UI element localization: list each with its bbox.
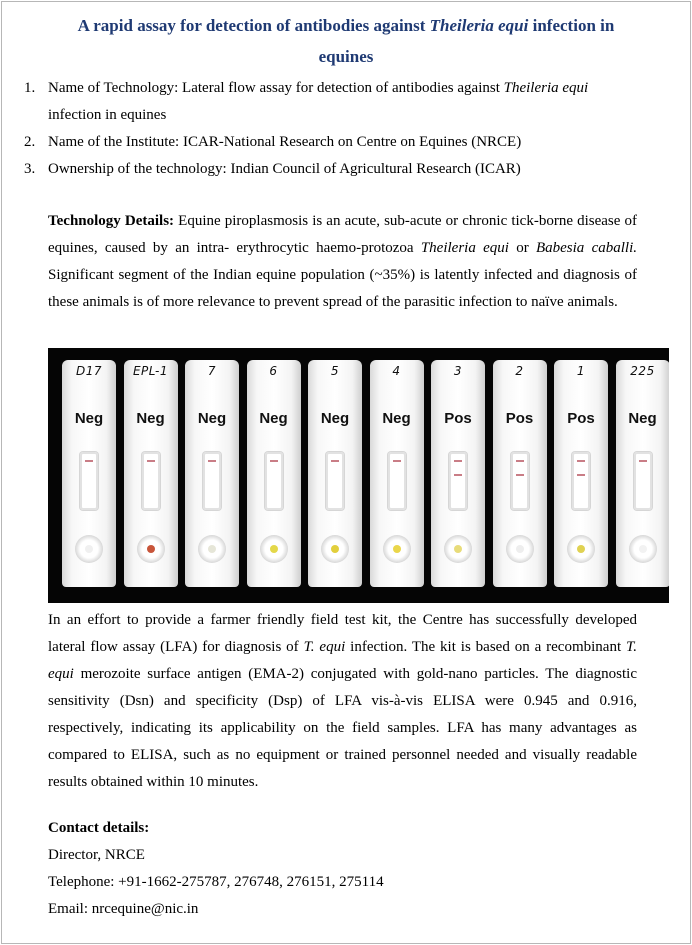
sample-spot (208, 545, 216, 553)
test-line (577, 474, 585, 476)
sample-spot (516, 545, 524, 553)
test-strip (493, 360, 547, 587)
strip-result-window (388, 452, 406, 510)
strip-result-label: Neg (259, 410, 288, 427)
sample-well (383, 535, 411, 563)
control-line (331, 460, 339, 462)
strip-result-label: Pos (505, 410, 534, 427)
contact-name: Director, NRCE (48, 847, 145, 863)
strip-result-window (265, 452, 283, 510)
strip-result-window (634, 452, 652, 510)
sample-spot (393, 545, 401, 553)
sample-well (444, 535, 472, 563)
list-item: 2. Name of the Institute: ICAR-National Research on Centre on Equines (NRCE) (24, 134, 522, 150)
strip-result-window (142, 452, 160, 510)
sample-spot (147, 545, 155, 553)
test-line (516, 474, 524, 476)
control-line (639, 460, 647, 462)
strip-result-label: Neg (382, 410, 411, 427)
sample-well (567, 535, 595, 563)
sample-well (506, 535, 534, 563)
sample-spot (577, 545, 585, 553)
strip-sample-code: 5 (330, 364, 340, 378)
test-strip (370, 360, 424, 587)
sample-well (137, 535, 165, 563)
strip-result-window (80, 452, 98, 510)
strip-result-label: Neg (197, 410, 227, 427)
strip-result-label: Neg (74, 410, 104, 427)
lfa-description: In an effort to provide a farmer friendly field test kit, the Centre has successfully developed lateral flow assay (LFA) for diagnosis of T. equi infection. The kit is based on a recombinant T. equi merozoite surface antigen (EMA-2) conjugated with gold-nano particles. The diagnostic sensitivity (Dsn) and specificity (Dsp) of LFA vis-à-vis ELISA were 0.945 and 0.916, respectively, indicating its applicability on the field samples. LFA has many advantages as compared to ELISA, such as no equipment or trained personnel needed and visually readable results obtained within 10 minutes. (48, 612, 637, 790)
strip-sample-code: 1 (576, 364, 586, 378)
strip-result-label: Neg (320, 410, 350, 427)
test-strip (185, 360, 239, 587)
test-strip (62, 360, 116, 587)
test-strip (554, 360, 608, 587)
technology-details: Technology Details: Equine piroplasmosis is an acute, sub-acute or chronic tick-borne disease of equines, caused by an intra- erythrocytic haemo-protozoa Theileria equi or Babesia caballi. Significant segment of the Indian equine population (~35%) is latently infected and diagnosis of these animals is of more relevance to prevent spread of the parasitic infection to naïve animals. (48, 213, 637, 310)
control-line (454, 460, 462, 462)
strip-sample-code: 2 (515, 364, 524, 378)
sample-spot (85, 545, 93, 553)
sample-well (198, 535, 226, 563)
contact-phone: Telephone: +91-1662-275787, 276748, 276151, 275114 (48, 874, 384, 890)
strip-sample-code: 6 (269, 364, 278, 378)
info-list (24, 75, 644, 183)
strip-result-label: Pos (567, 410, 595, 427)
list-item: 1. Name of Technology: Lateral flow assay for detection of antibodies against Theileria equi infection in equines (24, 80, 589, 123)
test-strip (124, 360, 178, 587)
strip-result-label: Neg (136, 410, 165, 427)
sample-spot (270, 545, 278, 553)
page-title: A rapid assay for detection of antibodies against Theileria equi infection in (77, 16, 615, 35)
strip-sample-code: 7 (207, 364, 217, 378)
test-strip (431, 360, 485, 587)
contact-heading: Contact details: (48, 820, 150, 836)
test-strip (308, 360, 362, 587)
strip-sample-code: EPL-1 (132, 364, 169, 378)
sample-spot (331, 545, 339, 553)
sample-well (629, 535, 657, 563)
contact-details (48, 815, 384, 923)
list-item: 3. Ownership of the technology: Indian Council of Agricultural Research (ICAR) (24, 161, 521, 177)
strip-result-window (326, 452, 344, 510)
strip-result-label: Pos (444, 410, 472, 427)
control-line (208, 460, 216, 462)
strip-sample-code: 4 (392, 364, 401, 378)
sample-well (321, 535, 349, 563)
strip-result-window (203, 452, 221, 510)
strip-result-window (572, 452, 590, 510)
test-strip (616, 360, 670, 587)
contact-email: Email: nrcequine@nic.in (48, 901, 199, 917)
control-line (85, 460, 93, 462)
sample-spot (454, 545, 462, 553)
sample-well (260, 535, 288, 563)
strip-result-window (449, 452, 467, 510)
control-line (393, 460, 401, 462)
strip-result-label: Neg (628, 410, 657, 427)
test-strip (247, 360, 301, 587)
lfa-test-strips-photo (48, 348, 669, 603)
strip-sample-code: D17 (75, 364, 102, 378)
test-line (454, 474, 462, 476)
strip-sample-code: 3 (453, 364, 463, 378)
page-title-line2: equines (318, 47, 374, 66)
control-line (270, 460, 278, 462)
sample-spot (639, 545, 647, 553)
control-line (147, 460, 155, 462)
strip-sample-code: 225 (630, 364, 655, 378)
sample-well (75, 535, 103, 563)
strip-result-window (511, 452, 529, 510)
control-line (516, 460, 524, 462)
control-line (577, 460, 585, 462)
